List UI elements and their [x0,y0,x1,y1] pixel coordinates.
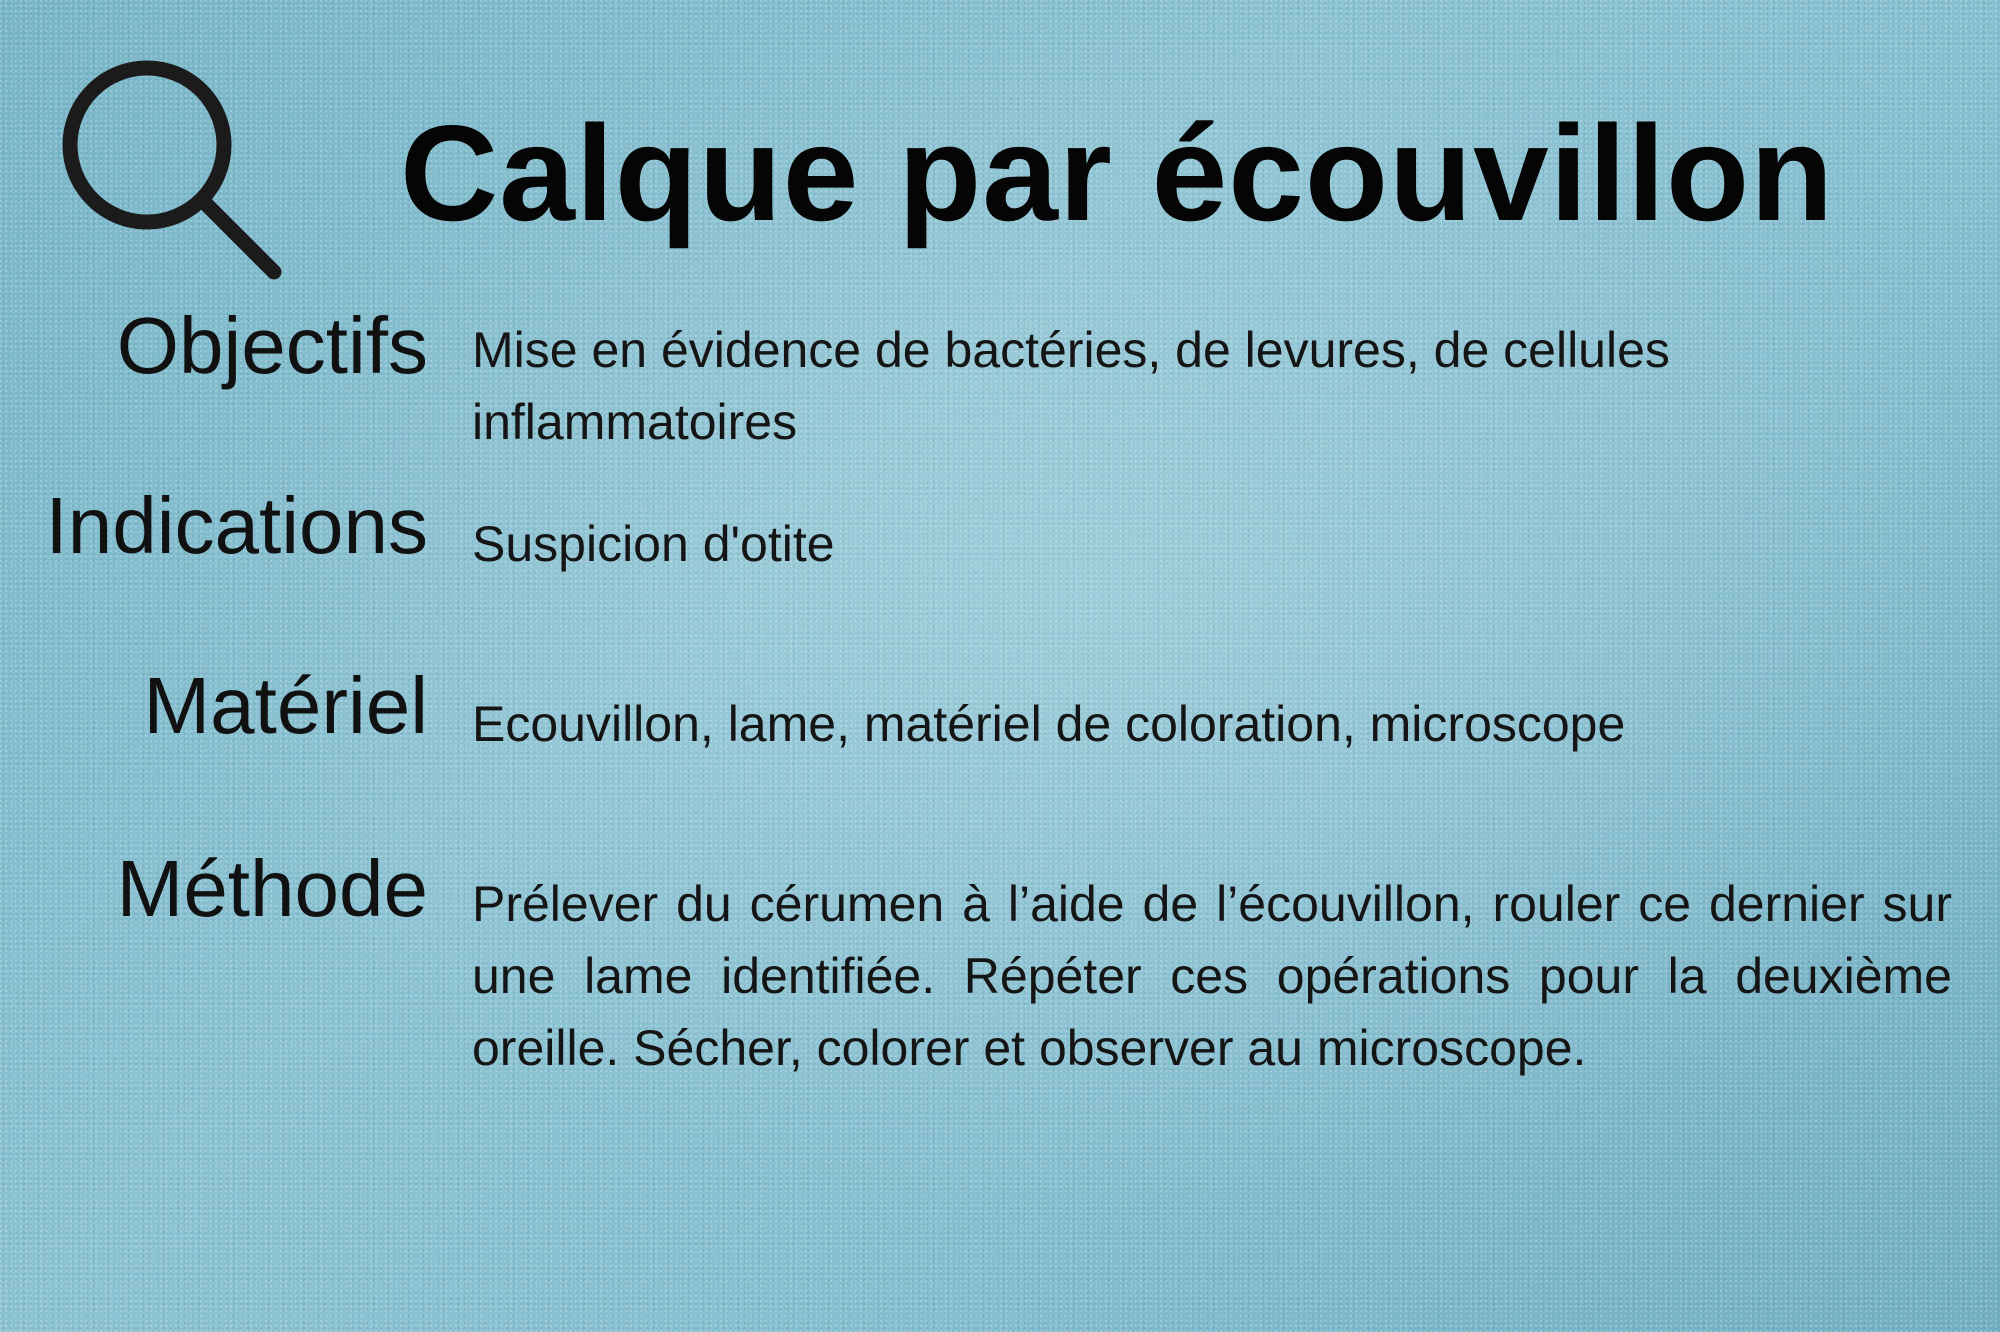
text-objectifs: Mise en évidence de bactéries, de levures, de cellules inflammatoires [472,322,1670,450]
text-indications: Suspicion d'otite [472,516,835,572]
label-indications: Indications [45,481,428,570]
label-objectifs: Objectifs [116,301,428,390]
label-materiel: Matériel [143,661,428,750]
label-methode: Méthode [116,844,428,933]
text-methode: Prélever du cérumen à l’aide de l’écouvillon, rouler ce dernier sur une lame identifiée. Répéter ces opérations pour la deuxième oreille. Sécher, colorer et observer au microscope. [472,876,1952,1076]
magnifying-glass-icon [52,50,292,290]
page-title: Calque par écouvillon [400,97,1835,249]
text-materiel: Ecouvillon, lame, matériel de coloration, microscope [472,696,1626,752]
